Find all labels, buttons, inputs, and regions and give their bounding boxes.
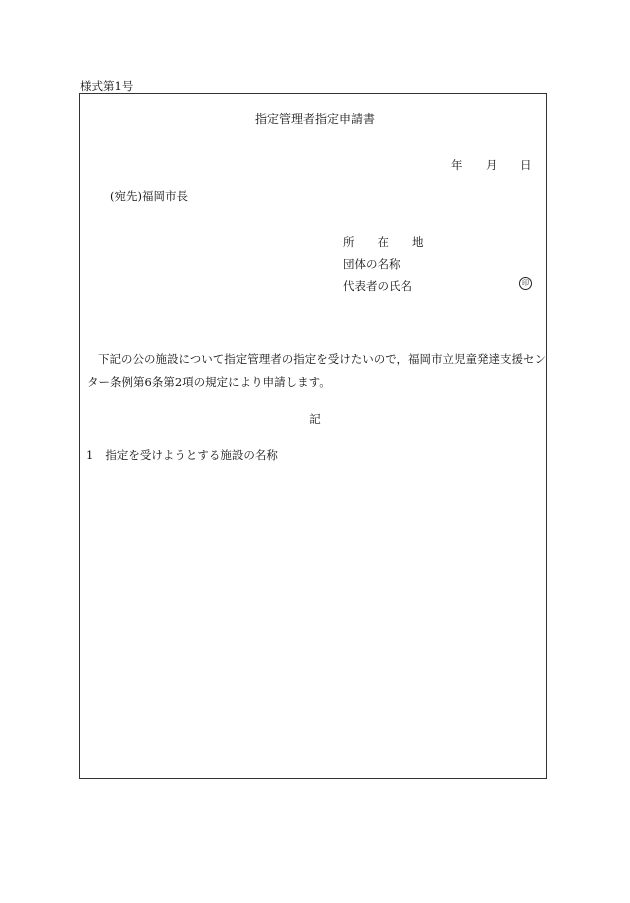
addressee: (宛先)福岡市長 [110, 189, 188, 203]
applicant-rep-name-label: 代表者の氏名 [343, 279, 412, 293]
list-item [86, 447, 278, 463]
address-char-3: 地 [412, 235, 424, 249]
item-number: 1 [86, 448, 94, 462]
applicant-address-label [343, 234, 424, 250]
address-char-1: 所 [343, 235, 355, 249]
application-body-text [87, 348, 549, 394]
date-year-label: 年 [451, 158, 463, 172]
date-month-label: 月 [486, 158, 498, 172]
item-text: 指定を受けようとする施設の名称 [105, 448, 278, 462]
date-day-label: 日 [520, 158, 532, 172]
ki-heading: 記 [309, 412, 321, 426]
seal-mark-icon: 印 [519, 277, 532, 290]
form-number: 様式第1号 [80, 79, 134, 93]
document-title: 指定管理者指定申請書 [254, 112, 375, 126]
application-body-content: 下記の公の施設について指定管理者の指定を受けたいので，福岡市立児童発達支援センター条例第6条第2項の規定により申請します。 [87, 352, 547, 389]
address-char-2: 在 [377, 235, 389, 249]
applicant-org-name-label: 団体の名称 [343, 257, 401, 271]
